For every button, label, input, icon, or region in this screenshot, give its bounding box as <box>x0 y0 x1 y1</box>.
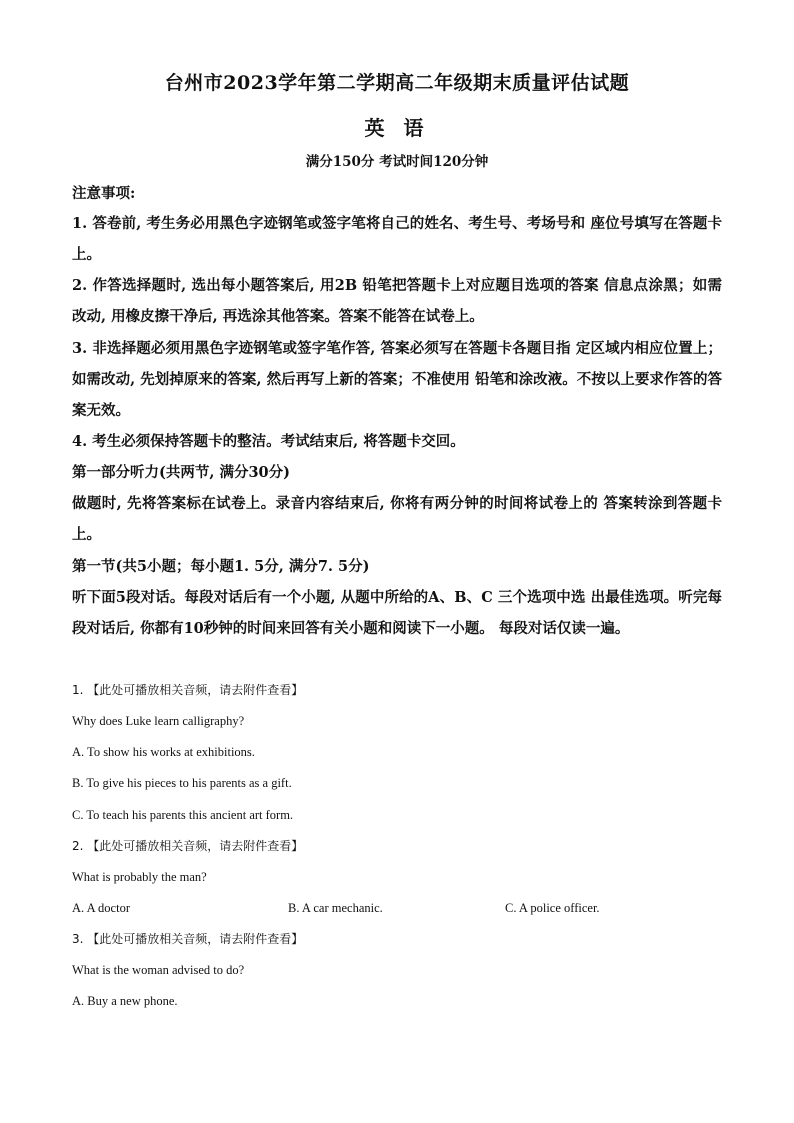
q2-audio-note: 2. 【此处可播放相关音频，请去附件查看】 <box>72 839 304 853</box>
q1-option-b: B. To give his pieces to his parents as a gift. <box>72 776 292 790</box>
q1-option-c: C. To teach his parents this ancient art form. <box>72 808 294 822</box>
q3-option-a: A. Buy a new phone. <box>72 994 178 1008</box>
section1-instructions: 听下面5段对话。每段对话后有一个小题, 从题中所给的A、B、C 三个选项中选 出最佳选项。听完每段对话后, 你都有10秒钟的时间来回答有关小题和阅读下一小题。 每段对话仅读一遍。 <box>72 589 722 637</box>
q1-audio-note: 1. 【此处可播放相关音频，请去附件查看】 <box>72 683 304 697</box>
q1-option-a: A. To show his works at exhibitions. <box>72 745 255 759</box>
q3-audio-note: 3. 【此处可播放相关音频，请去附件查看】 <box>72 932 304 946</box>
q3-stem: What is the woman advised to do? <box>72 963 245 977</box>
notes-item-4: 4. 考生必须保持答题卡的整洁。考试结束后, 将答题卡交回。 <box>72 433 465 450</box>
subject-heading: 英 语 <box>364 116 430 140</box>
part1-instructions: 做题时, 先将答案标在试卷上。录音内容结束后, 你将有两分钟的时间将试卷上的 答案转涂到答题卡上。 <box>72 495 722 543</box>
score-time-line: 满分150分 考试时间120分钟 <box>305 154 489 170</box>
notes-item-1: 1. 答卷前, 考生务必用黑色字迹钢笔或签字笔将自己的姓名、考生号、考场号和 座位号填写在答题卡上。 <box>72 215 722 263</box>
section1-heading: 第一节(共5小题；每小题1. 5分, 满分7. 5分) <box>72 558 370 575</box>
q1-stem: Why does Luke learn calligraphy? <box>72 714 245 728</box>
notes-item-3: 3. 非选择题必须用黑色字迹钢笔或签字笔作答, 答案必须写在答题卡各题目指 定区域内相应位置上；如需改动, 先划掉原来的答案, 然后再写上新的答案；不准使用 铅笔和涂改液。不按以上要求作答的答案无效。 <box>72 340 722 419</box>
q2-option-c: C. A police officer. <box>505 901 600 915</box>
exam-title: 台州市2023学年第二学期高二年级期末质量评估试题 <box>164 72 630 94</box>
notes-item-2: 2. 作答选择题时, 选出每小题答案后, 用2B 铅笔把答题卡上对应题目选项的答案 信息点涂黑；如需改动, 用橡皮擦干净后, 再选涂其他答案。答案不能答在试卷上。 <box>72 277 722 325</box>
q2-stem: What is probably the man? <box>72 870 207 884</box>
q2-option-a: A. A doctor <box>72 901 130 915</box>
notes-heading: 注意事项: <box>72 185 136 202</box>
part1-heading: 第一部分听力(共两节, 满分30分) <box>72 464 290 481</box>
q2-option-b: B. A car mechanic. <box>288 901 383 915</box>
